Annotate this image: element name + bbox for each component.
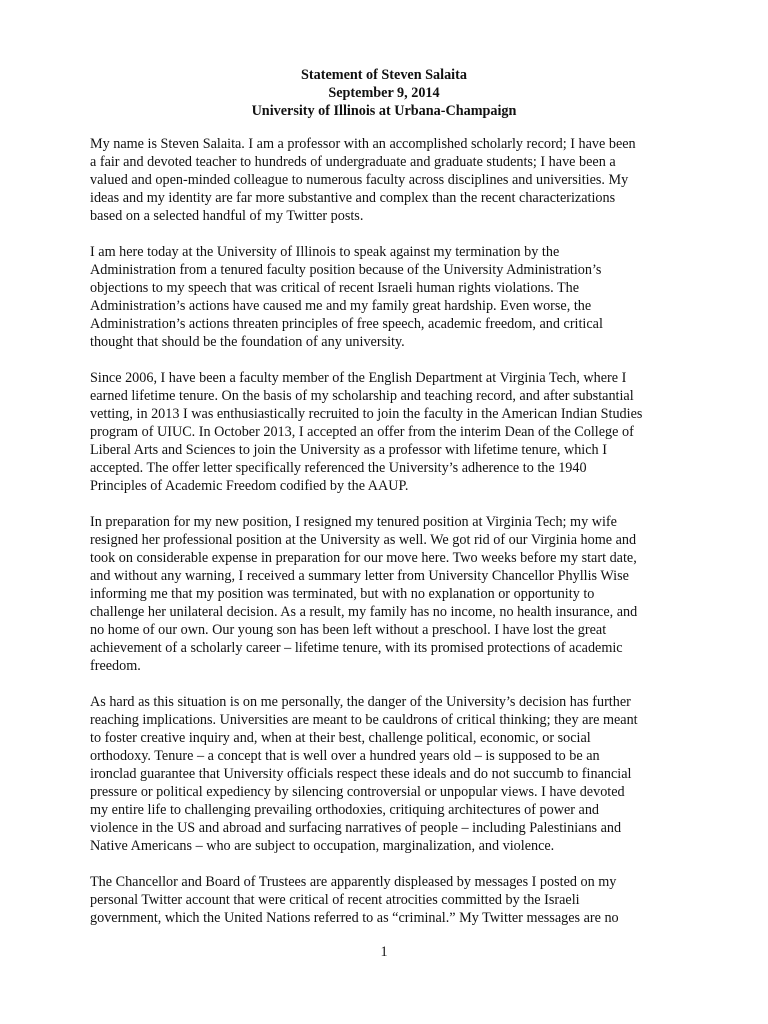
paragraph-line: based on a selected handful of my Twitter posts. [90,208,364,224]
paragraph-line: I am here today at the University of Illinois to speak against my termination by the [90,244,560,260]
paragraph-line: Principles of Academic Freedom codified by the AAUP. [90,478,409,494]
paragraph-line: The Chancellor and Board of Trustees are apparently displeased by messages I posted on my [90,874,617,890]
paragraph-line: achievement of a scholarly career – lifetime tenure, with its promised protections of academic [90,640,623,656]
paragraph-line: As hard as this situation is on me personally, the danger of the University’s decision has further [90,694,631,710]
paragraph-line: ironclad guarantee that University officials respect these ideals and do not succumb to financial [90,766,632,782]
paragraph-line: to foster creative inquiry and, when at their best, challenge political, economic, or social [90,730,591,746]
paragraph-line: violence in the US and abroad and surfacing narratives of people – including Palestinians and [90,820,622,836]
paragraph-line: Liberal Arts and Sciences to join the University as a professor with lifetime tenure, which I [90,442,607,458]
paragraph-line: Since 2006, I have been a faculty member of the English Department at Virginia Tech, where I [90,370,627,386]
paragraph-line: personal Twitter account that were critical of recent atrocities committed by the Israeli [90,892,580,908]
paragraph-line: my entire life to challenging prevailing orthodoxies, critiquing architectures of power and [90,802,600,818]
paragraph-career-history [90,369,686,495]
paragraph-line: pressure or political expediency by silencing controversial or unpopular views. I have devoted [90,784,625,800]
paragraph-line: challenge her unilateral decision. As a result, my family has no income, no health insurance, and [90,604,638,620]
paragraph-line: valued and open-minded colleague to numerous faculty across disciplines and universities. My [90,172,629,188]
paragraph-implications [90,693,686,855]
paragraph-resignation [90,513,686,675]
paragraph-line: vetting, in 2013 I was enthusiastically recruited to join the faculty in the American Indian Studies [90,406,643,422]
page-number: 1 [380,944,388,960]
paragraph-line: thought that should be the foundation of any university. [90,334,405,350]
paragraph-line: In preparation for my new position, I resigned my tenured position at Virginia Tech; my wife [90,514,617,530]
statement-header [0,66,768,120]
paragraph-line: My name is Steven Salaita. I am a professor with an accomplished scholarly record; I have been [90,136,636,152]
paragraph-line: objections to my speech that was critical of recent Israeli human rights violations. The [90,280,580,296]
statement-date: September 9, 2014 [328,85,440,101]
paragraph-line: Administration from a tenured faculty position because of the University Administration’s [90,262,602,278]
paragraph-line: government, which the United Nations referred to as “criminal.” My Twitter messages are no [90,910,619,926]
statement-body [90,135,686,945]
paragraph-line: program of UIUC. In October 2013, I accepted an offer from the interim Dean of the College of [90,424,634,440]
statement-title: Statement of Steven Salaita [301,67,467,83]
paragraph-line: Administration’s actions threaten principles of free speech, academic freedom, and critical [90,316,603,332]
paragraph-line: orthodoxy. Tenure – a concept that is well over a hundred years old – is supposed to be an [90,748,600,764]
paragraph-line: took on considerable expense in preparation for our move here. Two weeks before my start date, [90,550,637,566]
paragraph-line: a fair and devoted teacher to hundreds of undergraduate and graduate students; I have been a [90,154,616,170]
paragraph-line: ideas and my identity are far more substantive and complex than the recent characterizations [90,190,616,206]
statement-institution: University of Illinois at Urbana-Champaign [251,103,517,119]
paragraph-twitter [90,873,686,927]
paragraph-line: reaching implications. Universities are meant to be cauldrons of critical thinking; they are meant [90,712,638,728]
paragraph-line: no home of our own. Our young son has been left without a preschool. I have lost the great [90,622,607,638]
paragraph-line: freedom. [90,658,141,674]
paragraph-line: informing me that my position was terminated, but with no explanation or opportunity to [90,586,595,602]
paragraph-line: and without any warning, I received a summary letter from University Chancellor Phyllis Wise [90,568,629,584]
paragraph-line: Native Americans – who are subject to occupation, marginalization, and violence. [90,838,555,854]
paragraph-line: earned lifetime tenure. On the basis of my scholarship and teaching record, and after substantial [90,388,634,404]
paragraph-termination [90,243,686,351]
paragraph-line: accepted. The offer letter specifically referenced the University’s adherence to the 1940 [90,460,587,476]
paragraph-line: Administration’s actions have caused me and my family great hardship. Even worse, the [90,298,592,314]
paragraph-line: resigned her professional position at the University as well. We got rid of our Virginia home and [90,532,637,548]
paragraph-introduction [90,135,686,225]
